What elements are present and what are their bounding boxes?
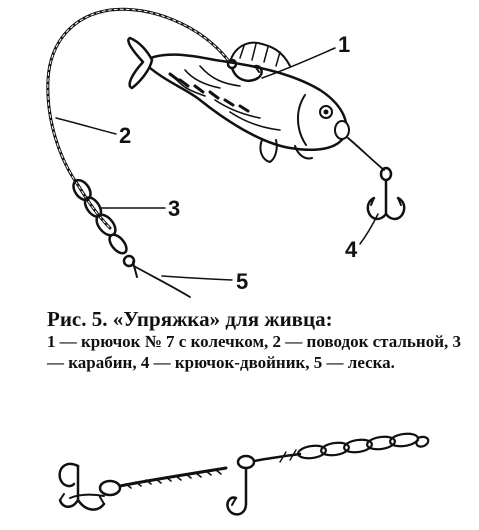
callout-1-leader xyxy=(262,48,335,78)
caption-body: 1 — крючок № 7 с колечком, 2 — поводок стальной, 3 — карабин, 4 — крючок-двойник, 5 — леска. xyxy=(47,332,461,372)
figure-caption xyxy=(47,307,467,373)
double-hook xyxy=(368,168,404,219)
single-hook-lower xyxy=(227,456,254,514)
ring-lower xyxy=(100,481,120,495)
callout-2-leader xyxy=(56,118,116,134)
callout-4: 4 xyxy=(345,237,358,262)
callout-1: 1 xyxy=(338,32,351,57)
callout-3: 3 xyxy=(168,196,181,221)
callout-5-leader xyxy=(162,276,232,280)
double-hook-lower xyxy=(60,464,104,510)
caption-title: Рис. 5. «Упряжка» для живца: xyxy=(47,307,333,331)
steel-leader-lower xyxy=(120,468,226,486)
callout-5: 5 xyxy=(236,269,249,294)
fishing-line xyxy=(132,265,190,297)
callout-4-leader xyxy=(360,214,378,244)
callout-2: 2 xyxy=(119,123,132,148)
chain-links-lower xyxy=(297,432,428,460)
